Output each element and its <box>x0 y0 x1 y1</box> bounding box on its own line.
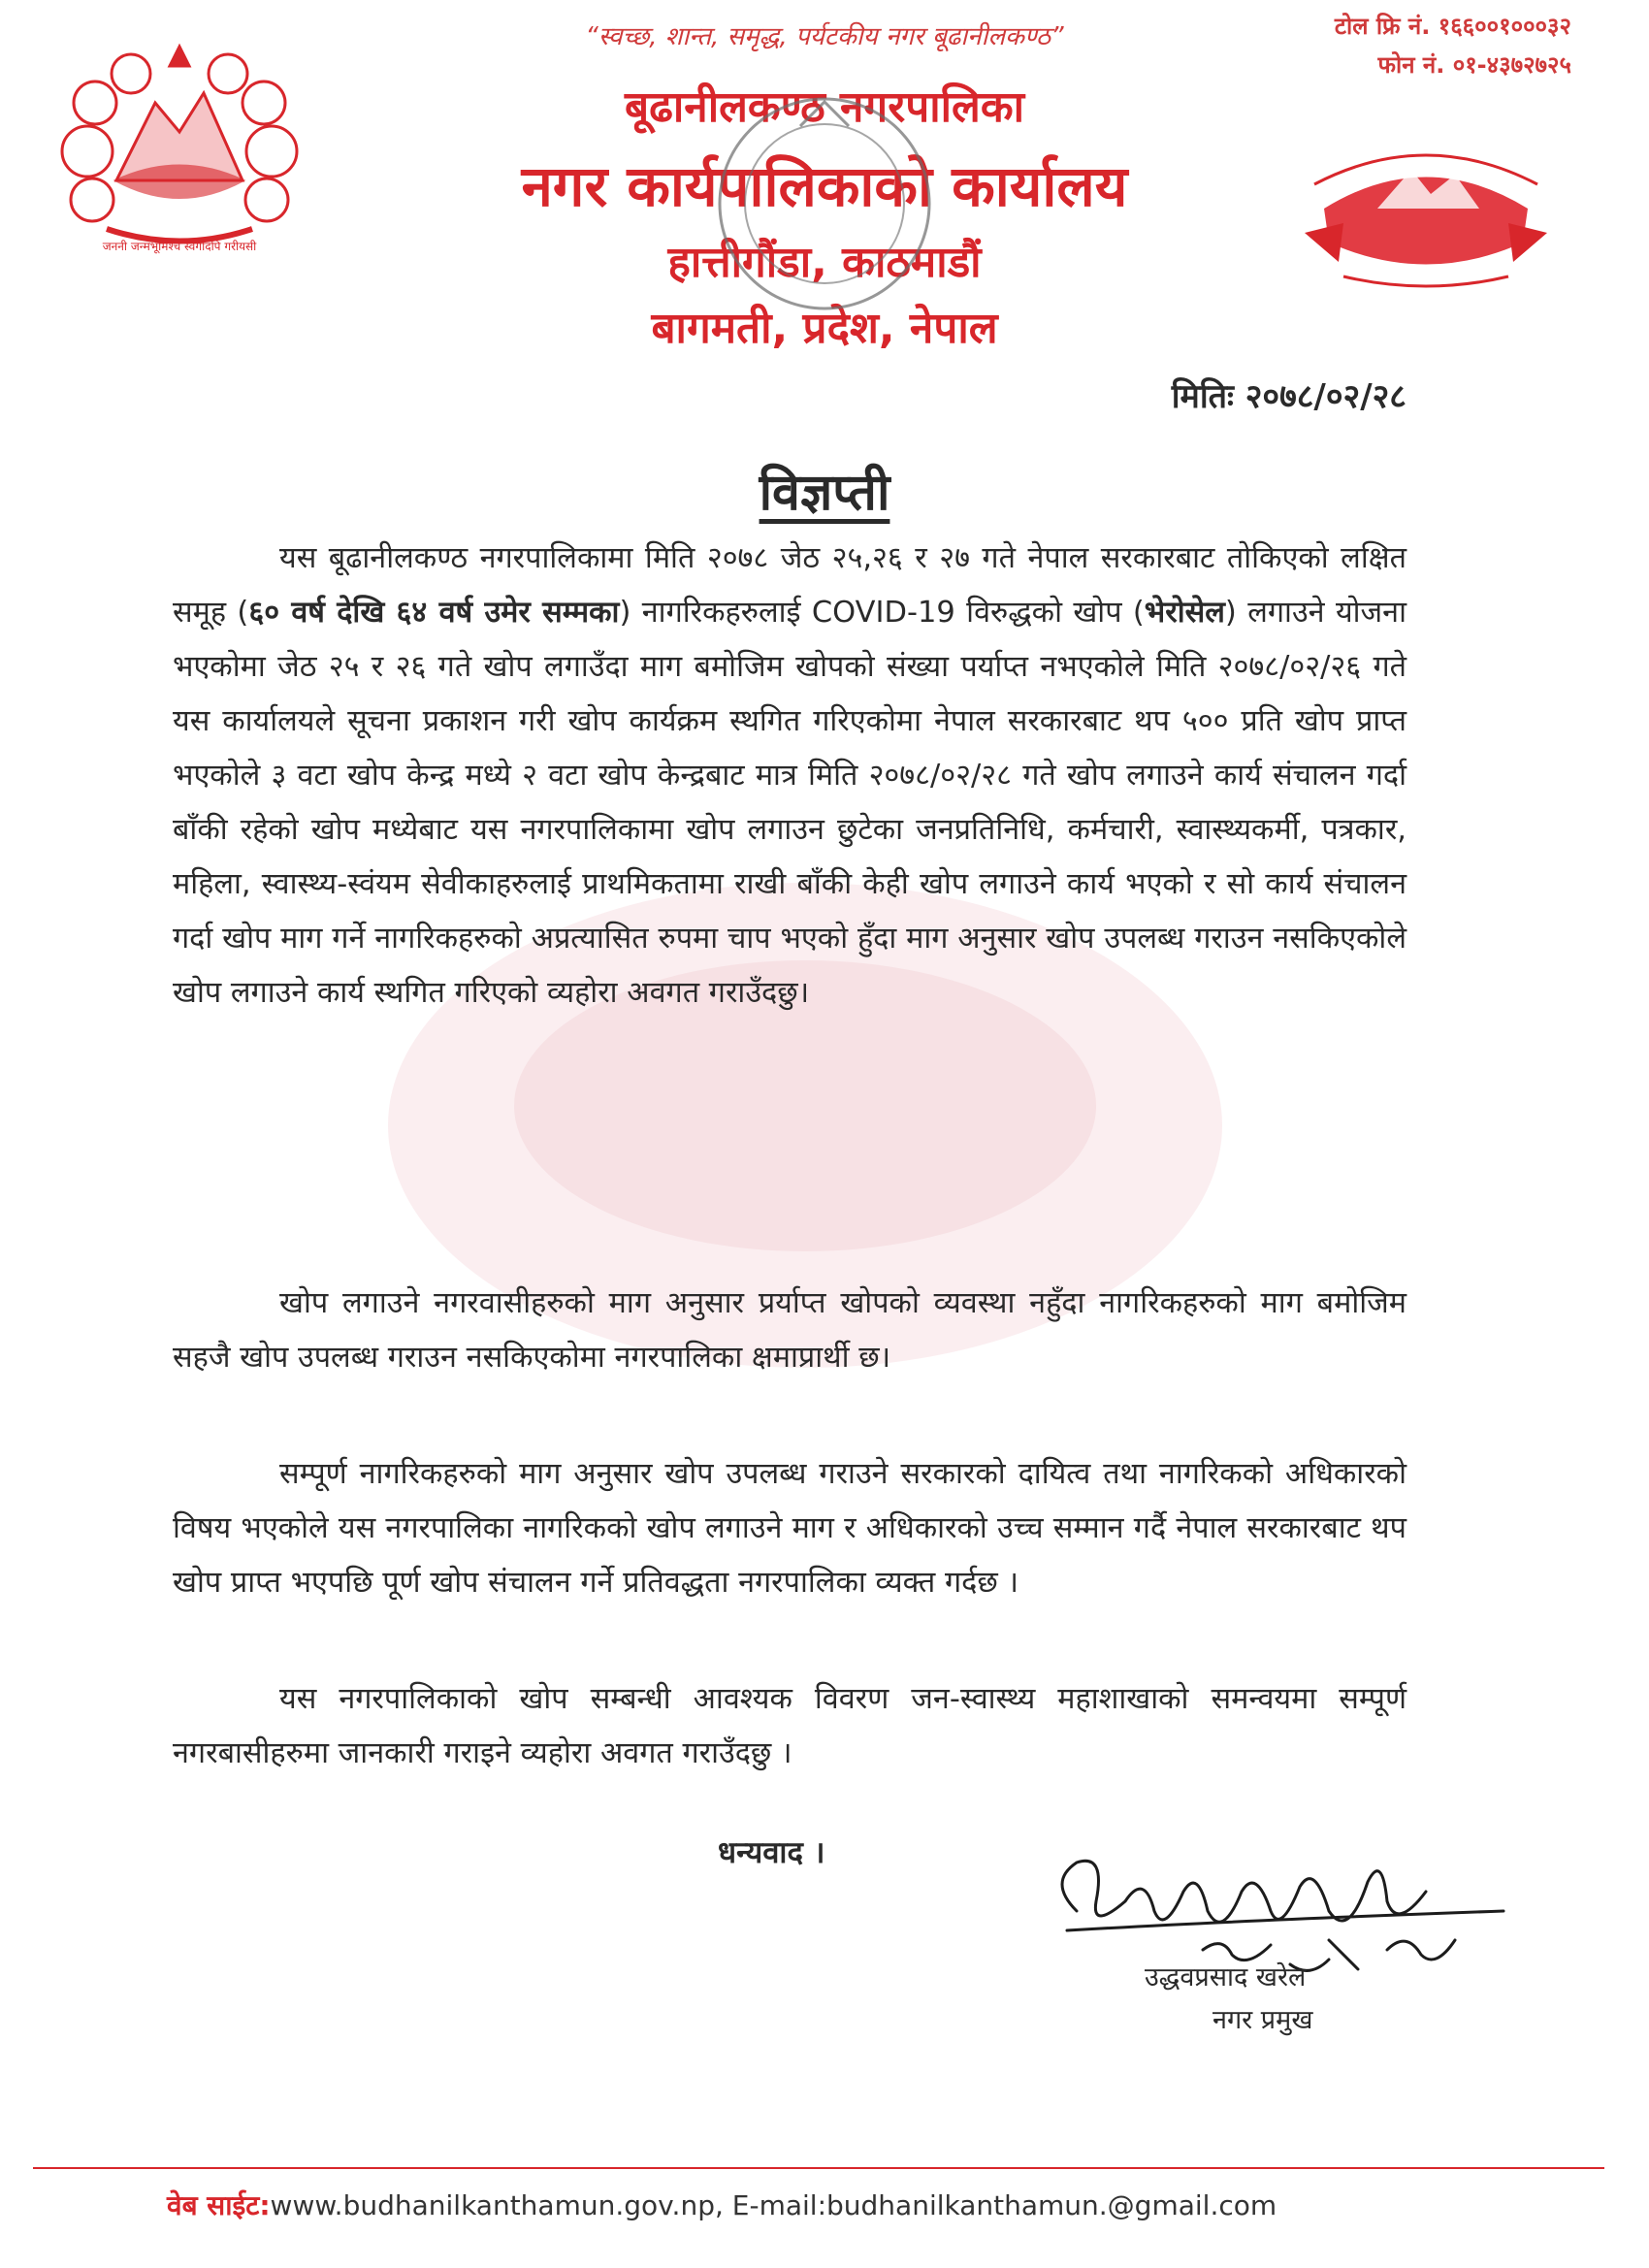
toll-free-number: टोल फ्रि नं. १६६००१०००३२ <box>1334 13 1571 40</box>
footer-divider <box>33 2167 1604 2169</box>
notice-paragraph-4: यस नगरपालिकाको खोप सम्बन्धी आवश्यक विवरण जन-स्वास्थ्य महाशाखाको समन्वयमा सम्पूर्ण नगरबासीहरुमा जानकारी गराइने व्यहोरा अवगत गराउँदछु । <box>173 1682 1406 1770</box>
notice-date: मितिः २०७८/०२/२८ <box>1171 377 1406 416</box>
notice-title: विज्ञप्ती <box>759 464 890 522</box>
municipality-name: बूढानीलकण्ठ नगरपालिका <box>624 82 1025 132</box>
office-province: बागमती, प्रदेश, नेपाल <box>651 304 998 353</box>
office-stamp-icon <box>708 87 941 320</box>
phone-number: फोन नं. ०१-४३७२७२५ <box>1377 51 1571 79</box>
svg-text:जननी जन्मभूमिश्च स्वर्गादपि गर: जननी जन्मभूमिश्च स्वर्गादपि गरीयसी <box>102 240 257 253</box>
notice-paragraph-2: खोप लगाउने नगरवासीहरुको माग अनुसार प्रर्याप्त खोपको व्यवस्था नहुँदा नागरिकहरुको माग बमोजिम सहजै खोप उपलब्ध गराउन नसकिएकोमा नगरपालिका क्षमाप्रार्थी छ। <box>173 1286 1406 1375</box>
footer-contact-text: www.budhanilkanthamun.gov.np, E-mail:budhanilkanthamun.@gmail.com <box>270 2189 1277 2221</box>
footer-website-label: वेब साईट: <box>167 2189 271 2221</box>
thanks-text: धन्यवाद । <box>718 1835 825 1870</box>
notice-paragraph-3: सम्पूर्ण नागरिकहरुको माग अनुसार खोप उपलब्ध गराउने सरकारको दायित्व तथा नागरिकको अधिकारको विषय भएकोले यस नगरपालिका नागरिकको खोप लगाउने माग र अधिकारको उच्च सम्मान गर्दै नेपाल सरकारबाट थप खोप प्राप्त भएपछि पूर्ण खोप संचालन गर्ने प्रतिवद्धता नगरपालिका व्यक्त गर्दछ । <box>173 1457 1406 1600</box>
footer-contact <box>167 2187 1277 2223</box>
signatory-title: नगर प्रमुख <box>1212 2005 1313 2035</box>
notice-paragraph-1: यस बूढानीलकण्ठ नगरपालिकामा मिति २०७८ जेठ २५,२६ र २७ गते नेपाल सरकारबाट तोकिएको लक्षित समूह (६० वर्ष देखि ६४ वर्ष उमेर सम्मका) नागरिकहरुलाई COVID-19 विरुद्धको खोप (भेरोसेल) लगाउने योजना भएकोमा जेठ २५ र २६ गते खोप लगाउँदा माग बमोजिम खोपको संख्या पर्याप्त नभएकोले मिति २०७८/०२/२६ गते यस कार्यालयले सूचना प्रकाशन गरी खोप कार्यक्रम स्थगित गरिएकोमा नेपाल सरकारबाट थप ५०० प्रति खोप प्राप्त भएकोले ३ वटा खोप केन्द्र मध्ये २ वटा खोप केन्द्रबाट मात्र मिति २०७८/०२/२८ गते खोप लगाउने कार्य संचालन गर्दा बाँकी रहेको खोप मध्येबाट यस नगरपालिकामा खोप लगाउन छुटेका जनप्रतिनिधि, कर्मचारी, स्वास्थ्यकर्मी, पत्रकार, महिला, स्वास्थ्य-स्वंयम सेवीकाहरुलाई प्राथमिकतामा राखी बाँकी केही खोप लगाउने कार्य भएको र सो कार्य संचालन गर्दा खोप माग गर्ने नागरिकहरुको अप्रत्यासित रुपमा चाप भएको हुँदा माग अनुसार खोप उपलब्ध गराउन नसकिएकोले खोप लगाउने कार्य स्थगित गरिएको व्यहोरा अवगत गराउँदछु। <box>173 541 1406 1010</box>
office-address: हात्तीगौंडा, काठमाडौं <box>667 238 982 287</box>
signatory-name: उद्धवप्रसाद खरेल <box>1145 1962 1307 1993</box>
office-name: नगर कार्यपालिकाको कार्यालय <box>521 153 1128 219</box>
letterhead-slogan: “स्वच्छ, शान्त, समृद्ध, पर्यटकीय नगर बूढानीलकण्ठ” <box>585 22 1064 51</box>
